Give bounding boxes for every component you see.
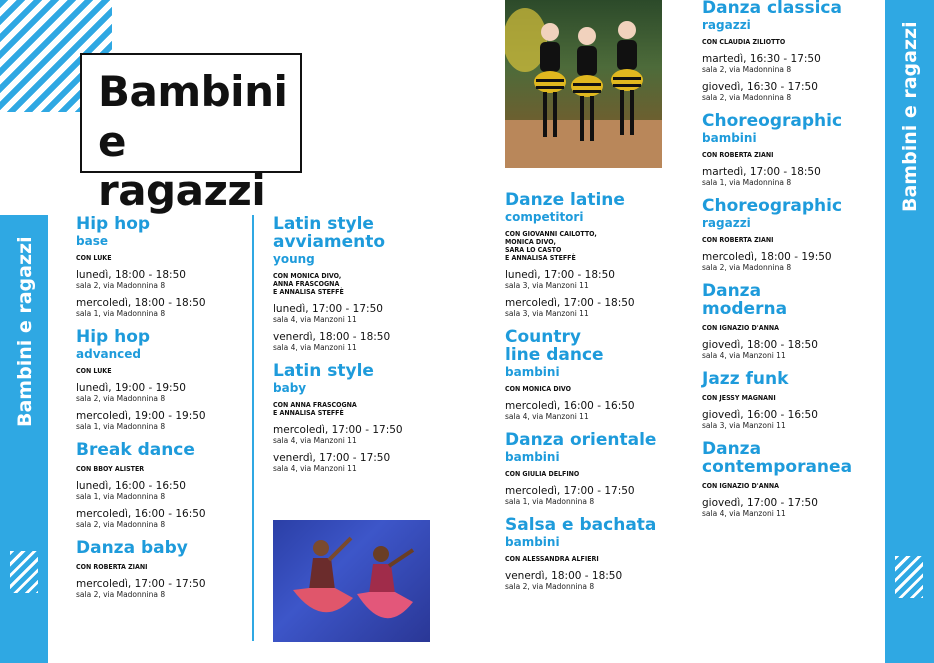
schedule-slot bbox=[76, 480, 246, 501]
schedule-slot bbox=[702, 53, 877, 74]
schedule-slot bbox=[505, 269, 680, 290]
course-level: advanced bbox=[76, 347, 141, 361]
course-block bbox=[505, 191, 680, 318]
slot-location: sala 3, via Manzoni 11 bbox=[505, 309, 589, 318]
schedule-slot bbox=[702, 497, 877, 518]
course-instructor: CON ANNA FRASCOGNA E ANNALISA STEFFÈ bbox=[273, 401, 357, 417]
course-block bbox=[505, 431, 680, 506]
side-label-left: Bambini e ragazzi bbox=[14, 236, 36, 427]
course-level: bambini bbox=[505, 450, 560, 464]
slot-location: sala 3, via Manzoni 11 bbox=[702, 421, 786, 430]
course-instructor: CON ROBERTA ZIANI bbox=[702, 236, 774, 244]
slot-location: sala 4, via Manzoni 11 bbox=[273, 436, 357, 445]
course-title: Danze latine bbox=[505, 190, 625, 210]
course-block bbox=[702, 0, 877, 102]
schedule-slot bbox=[273, 424, 448, 445]
side-band-right bbox=[885, 0, 934, 663]
schedule-slot bbox=[702, 251, 877, 272]
course-instructor: CON LUKE bbox=[76, 254, 112, 262]
course-block bbox=[702, 197, 877, 272]
slot-time: venerdì, 18:00 - 18:50 bbox=[273, 331, 391, 343]
schedule-slot bbox=[273, 331, 448, 352]
slot-location: sala 1, via Madonnina 8 bbox=[505, 497, 595, 506]
schedule-slot bbox=[76, 578, 246, 599]
course-instructor: CON GIULIA DELFINO bbox=[505, 470, 580, 478]
slot-location: sala 2, via Madonnina 8 bbox=[702, 263, 792, 272]
course-instructor: CON BBOY ALISTER bbox=[76, 465, 145, 473]
slot-time: lunedì, 16:00 - 16:50 bbox=[76, 480, 186, 492]
course-block bbox=[505, 516, 680, 591]
schedule-slot bbox=[702, 81, 877, 102]
course-instructor: CON LUKE bbox=[76, 367, 112, 375]
slot-location: sala 2, via Madonnina 8 bbox=[76, 281, 166, 290]
course-title: Hip hop bbox=[76, 214, 151, 234]
course-title: Country line dance bbox=[505, 327, 604, 365]
schedule-slot bbox=[505, 570, 680, 591]
slot-time: mercoledì, 17:00 - 17:50 bbox=[76, 578, 206, 590]
slot-time: martedì, 16:30 - 17:50 bbox=[702, 53, 821, 65]
course-level: competitori bbox=[505, 210, 584, 224]
slot-time: mercoledì, 18:00 - 19:50 bbox=[702, 251, 832, 263]
course-block bbox=[702, 440, 877, 518]
slot-time: lunedì, 18:00 - 18:50 bbox=[76, 269, 186, 281]
course-title: Danza contemporanea bbox=[702, 439, 853, 477]
course-instructor: CON GIOVANNI CAILOTTO, MONICA DIVO, SARA LO CASTO E ANNALISA STEFFÈ bbox=[505, 230, 597, 262]
side-label-right: Bambini e ragazzi bbox=[899, 21, 921, 212]
schedule-slot bbox=[505, 297, 680, 318]
course-level: ragazzi bbox=[702, 216, 751, 230]
slot-location: sala 4, via Manzoni 11 bbox=[273, 464, 357, 473]
course-title: Danza moderna bbox=[702, 281, 788, 319]
course-block bbox=[76, 441, 246, 529]
course-instructor: CON ROBERTA ZIANI bbox=[702, 151, 774, 159]
course-instructor: CON MONICA DIVO bbox=[505, 385, 572, 393]
course-instructor: CON ALESSANDRA ALFIERI bbox=[505, 555, 599, 563]
slot-time: mercoledì, 16:00 - 16:50 bbox=[76, 508, 206, 520]
course-title: Jazz funk bbox=[702, 369, 789, 389]
slot-location: sala 2, via Madonnina 8 bbox=[702, 93, 792, 102]
course-title: Latin style bbox=[273, 361, 374, 381]
schedule-slot bbox=[702, 339, 877, 360]
course-instructor: CON JESSY MAGNANI bbox=[702, 394, 776, 402]
course-level: baby bbox=[273, 381, 307, 395]
slot-time: lunedì, 17:00 - 17:50 bbox=[273, 303, 383, 315]
side-stripes-left bbox=[10, 551, 38, 593]
column-divider bbox=[252, 215, 254, 641]
course-level: base bbox=[76, 234, 108, 248]
course-title: Hip hop bbox=[76, 327, 151, 347]
slot-location: sala 4, via Manzoni 11 bbox=[702, 351, 786, 360]
schedule-slot bbox=[76, 269, 246, 290]
slot-time: mercoledì, 17:00 - 17:50 bbox=[273, 424, 403, 436]
side-stripes-right bbox=[895, 556, 923, 598]
course-block bbox=[76, 215, 246, 318]
column-1 bbox=[76, 215, 246, 609]
schedule-slot bbox=[702, 409, 877, 430]
course-block bbox=[505, 328, 680, 421]
slot-location: sala 1, via Madonnina 8 bbox=[76, 422, 166, 431]
course-instructor: CON IGNAZIO D'ANNA bbox=[702, 324, 779, 332]
column-3 bbox=[505, 191, 680, 601]
slot-time: mercoledì, 17:00 - 17:50 bbox=[505, 485, 635, 497]
slot-location: sala 1, via Madonnina 8 bbox=[702, 178, 792, 187]
course-instructor: CON MONICA DIVO, ANNA FRASCOGNA E ANNALISA STEFFÈ bbox=[273, 272, 344, 296]
column-2 bbox=[273, 215, 448, 483]
course-title: Break dance bbox=[76, 440, 195, 460]
course-block bbox=[273, 362, 448, 473]
photo-latin-dancers bbox=[273, 520, 430, 642]
course-title: Latin style avviamento bbox=[273, 214, 386, 252]
schedule-slot bbox=[76, 382, 246, 403]
course-block bbox=[702, 112, 877, 187]
slot-time: martedì, 17:00 - 18:50 bbox=[702, 166, 821, 178]
slot-location: sala 4, via Manzoni 11 bbox=[273, 343, 357, 352]
schedule-slot bbox=[76, 508, 246, 529]
slot-location: sala 3, via Manzoni 11 bbox=[505, 281, 589, 290]
course-level: bambini bbox=[505, 365, 560, 379]
slot-location: sala 4, via Manzoni 11 bbox=[273, 315, 357, 324]
schedule-slot bbox=[702, 166, 877, 187]
photo-children-bees bbox=[505, 0, 662, 168]
schedule-slot bbox=[273, 303, 448, 324]
slot-location: sala 2, via Madonnina 8 bbox=[76, 590, 166, 599]
course-title: Salsa e bachata bbox=[505, 515, 657, 535]
course-instructor: CON ROBERTA ZIANI bbox=[76, 563, 148, 571]
course-title: Choreographic bbox=[702, 111, 843, 131]
slot-time: lunedì, 19:00 - 19:50 bbox=[76, 382, 186, 394]
slot-time: lunedì, 17:00 - 18:50 bbox=[505, 269, 615, 281]
course-title: Danza baby bbox=[76, 538, 188, 558]
course-block bbox=[702, 370, 877, 430]
course-level: young bbox=[273, 252, 315, 266]
slot-location: sala 4, via Manzoni 11 bbox=[702, 509, 786, 518]
course-block bbox=[76, 539, 246, 599]
slot-time: giovedì, 16:30 - 17:50 bbox=[702, 81, 818, 93]
slot-location: sala 1, via Madonnina 8 bbox=[76, 492, 166, 501]
side-band-left bbox=[0, 215, 48, 663]
slot-location: sala 2, via Madonnina 8 bbox=[702, 65, 792, 74]
course-level: ragazzi bbox=[702, 18, 751, 32]
page-title-line1: Bambini bbox=[98, 67, 288, 116]
slot-location: sala 1, via Madonnina 8 bbox=[76, 309, 166, 318]
course-title: Danza orientale bbox=[505, 430, 657, 450]
course-instructor: CON CLAUDIA ZILIOTTO bbox=[702, 38, 786, 46]
slot-time: giovedì, 17:00 - 17:50 bbox=[702, 497, 818, 509]
course-block bbox=[273, 215, 448, 352]
schedule-slot bbox=[273, 452, 448, 473]
page-title-box bbox=[80, 53, 302, 215]
slot-time: giovedì, 16:00 - 16:50 bbox=[702, 409, 818, 421]
slot-time: mercoledì, 17:00 - 18:50 bbox=[505, 297, 635, 309]
schedule-slot bbox=[505, 400, 680, 421]
schedule-slot bbox=[76, 410, 246, 431]
page-title-line2: e ragazzi bbox=[98, 117, 266, 215]
column-4 bbox=[702, 0, 877, 528]
slot-time: venerdì, 17:00 - 17:50 bbox=[273, 452, 391, 464]
course-level: bambini bbox=[505, 535, 560, 549]
course-block bbox=[76, 328, 246, 431]
schedule-slot bbox=[76, 297, 246, 318]
course-title: Choreographic bbox=[702, 196, 843, 216]
slot-location: sala 2, via Madonnina 8 bbox=[505, 582, 595, 591]
slot-time: venerdì, 18:00 - 18:50 bbox=[505, 570, 623, 582]
course-block bbox=[702, 282, 877, 360]
course-title: Danza classica bbox=[702, 0, 842, 18]
course-instructor: CON IGNAZIO D'ANNA bbox=[702, 482, 779, 490]
slot-location: sala 2, via Madonnina 8 bbox=[76, 520, 166, 529]
slot-time: mercoledì, 16:00 - 16:50 bbox=[505, 400, 635, 412]
slot-time: mercoledì, 19:00 - 19:50 bbox=[76, 410, 206, 422]
course-level: bambini bbox=[702, 131, 757, 145]
slot-time: giovedì, 18:00 - 18:50 bbox=[702, 339, 818, 351]
slot-location: sala 4, via Manzoni 11 bbox=[505, 412, 589, 421]
slot-time: mercoledì, 18:00 - 18:50 bbox=[76, 297, 206, 309]
slot-location: sala 2, via Madonnina 8 bbox=[76, 394, 166, 403]
schedule-slot bbox=[505, 485, 680, 506]
